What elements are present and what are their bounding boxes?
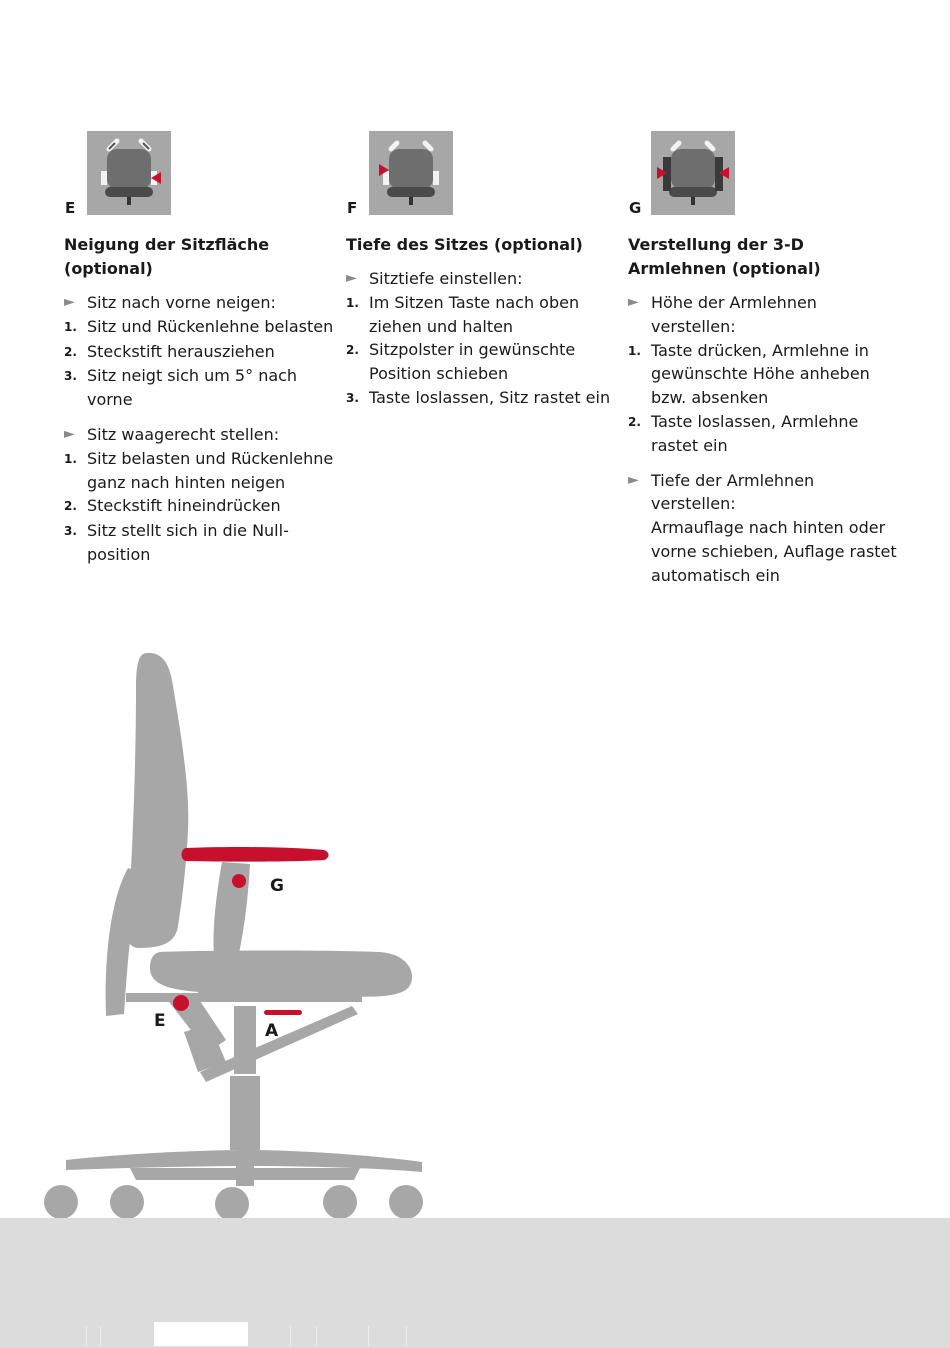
marker-e [173,995,189,1011]
step-number: 2. [64,499,77,514]
step-number: 1. [64,451,77,466]
figure-label-a: A [265,1021,279,1041]
page-tab [154,1322,248,1346]
section-title: Tiefe des Sitzes (optional) [346,235,583,254]
triangle-right-icon: ► [628,471,639,488]
backrest [127,653,188,948]
step-number: 2. [64,344,77,359]
group-heading: Sitz waagerecht stellen: [87,424,280,444]
figure-label-e: E [154,1011,166,1031]
armrest-clamp [198,984,246,998]
chair-side-view-illustration [0,600,500,1240]
caster [44,1185,78,1219]
instruction-group [64,423,334,567]
base-hub [236,1160,254,1186]
step-number: 1. [346,295,359,310]
section-g [628,131,898,588]
group-detail: Armauflage nach hinten oder vorne schieben, Auflage rastet automatisch ein [651,518,897,585]
section-letter: F [347,199,358,217]
triangle-right-icon: ► [628,294,639,310]
step-number: 2. [346,343,359,358]
mechanism-strut [200,1006,358,1082]
step-number: 3. [64,524,77,539]
footer-band [0,1218,950,1348]
step-number: 1. [628,343,641,358]
triangle-right-icon: ► [346,270,357,286]
gas-lift-upper [234,1006,256,1074]
triangle-right-icon: ► [64,425,75,442]
chair-top-view-icon [87,131,171,215]
armrest-post [213,862,250,958]
seat-depth-lever [264,1010,302,1015]
caster [215,1187,249,1221]
group-heading: Tiefe der Armlehnen verstellen: [651,470,815,514]
section-letter: G [629,199,642,217]
group-heading: Höhe der Armlehnen verstellen: [651,293,817,336]
chair-top-view-icon [369,131,453,215]
step-text: Sitz neigt sich um 5° nach vorne [87,366,298,410]
step-number: 3. [346,390,359,405]
section-letter: E [65,199,76,217]
step-text: Im Sitzen Taste nach oben ziehen und halten [369,292,580,336]
instruction-group [628,469,898,588]
instruction-group [628,291,898,458]
step-text: Sitz belasten und Rückenlehne ganz nach hinten neigen [87,448,334,492]
step-number: 2. [628,414,641,429]
step-text: Sitzpolster in gewünschte Position schieben [369,340,576,384]
triangle-right-icon: ► [64,294,75,310]
instruction-group [346,267,616,411]
section-title: Neigung der Sitzfläche (optional) [64,235,270,278]
group-heading: Sitz nach vorne neigen: [87,293,276,312]
caster [323,1185,357,1219]
step-text: Taste loslassen, Sitz rastet ein [369,387,611,407]
marker-g [232,874,246,888]
caster [389,1185,423,1219]
step-number: 1. [64,319,77,334]
step-text: Steckstift hineindrücken [87,496,281,516]
group-heading: Sitztiefe einstellen: [369,269,523,288]
step-text: Sitz stellt sich in die Null-position [87,521,289,564]
section-e [64,131,334,567]
step-text: Taste loslassen, Armlehne rastet ein [651,411,859,455]
figure-label-g: G [270,876,284,896]
step-text: Sitz und Rückenlehne belasten [87,316,334,336]
armrest-pad [182,847,329,862]
chair-top-view-icon [651,131,735,215]
seat-cushion [150,951,412,997]
section-title: Verstellung der 3-D Armlehnen (optional) [628,235,821,278]
caster [110,1185,144,1219]
step-text: Taste drücken, Armlehne in gewünschte Höhe anheben bzw. absenken [651,340,870,408]
section-f [346,131,616,411]
gas-lift-lower [230,1076,260,1150]
step-number: 3. [64,369,77,384]
step-text: Steckstift herausziehen [87,341,275,361]
instruction-group [64,291,334,412]
